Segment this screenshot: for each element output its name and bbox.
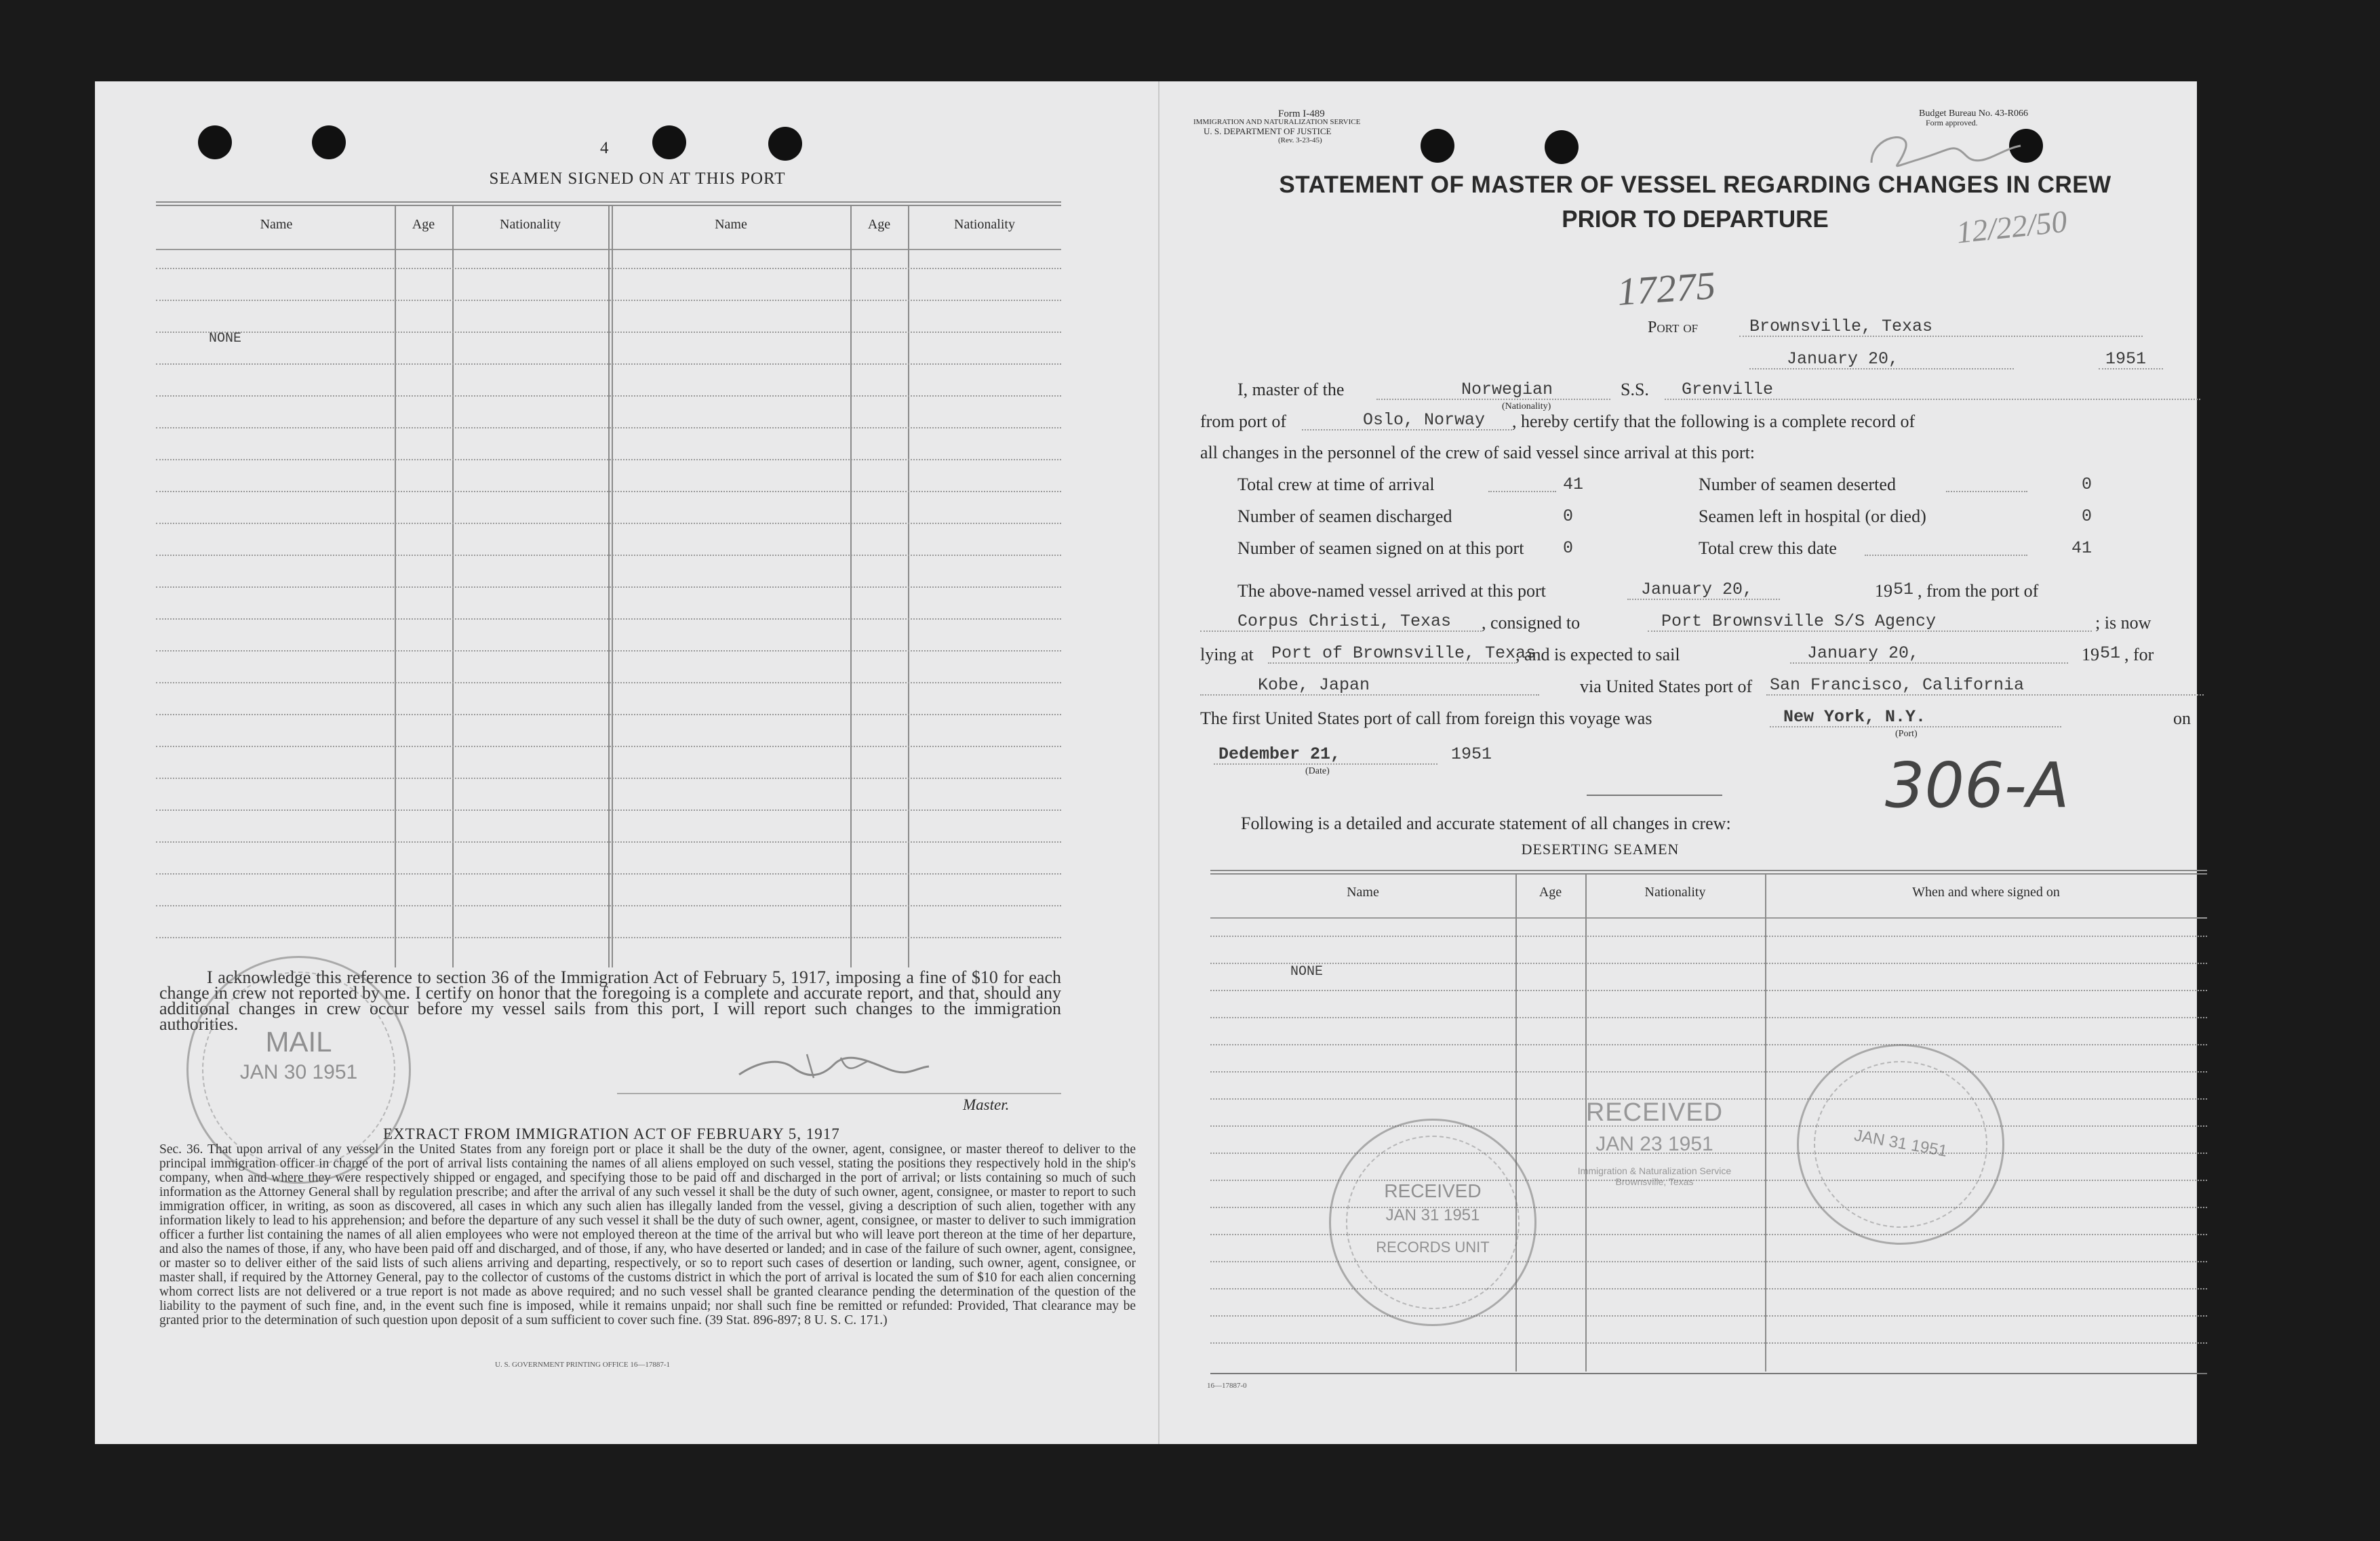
mail-stamp [186, 956, 411, 1184]
table-row-rule [156, 363, 1061, 365]
consigned-label: , consigned to [1482, 613, 1581, 633]
col-header-name: Name [260, 217, 293, 232]
table-row-rule [1210, 1342, 2207, 1344]
deserted-label: Number of seamen deserted [1699, 475, 1896, 494]
for-label: , for [2124, 645, 2154, 664]
table-row-rule [156, 459, 1061, 460]
total-crew-date: 41 [2071, 538, 2093, 558]
arrived-label: The above-named vessel arrived at this port [1237, 581, 1546, 601]
discharged-value: 0 [1563, 506, 1574, 526]
form-title-line-1: STATEMENT OF MASTER OF VESSEL REGARDING CHANGES IN CREW [1279, 172, 2111, 198]
extract-text: Sec. 36. That upon arrival of any vessel in the United States from any foreign port or place it shall be the duty of the owner, agent, consignee, or master thereof to deliver to the principal immigration officer in charge of the port of arrival lists containing the names of all aliens employed on such vessel, stating the positions they respectively hold in the ship's company, when and where they were respectively shipped or engaged, and specifying those to be paid off and discharged in the port of arrival; or lists containing so much of such information as the Attorney General shall by regulation prescribe; and after the arrival of any such vessel it shall be the duty of such owner, agent, consignee, or master to report to such immigration officer, in writing, as soon as discovered, all cases in which any such alien has illegally landed from the vessel, giving a description of such alien, together with any information likely to lead to his apprehension; and before the departure of any such vessel it shall be the duty of such owner, agent, consignee, or master to deliver to such immigration officer a further list containing the names of all alien employees who were not employed thereon at the time of the arrival but who will leave port thereon at the time of her departure, and also the names of those, if any, who have been paid off and discharged, and of those, if any, who have deserted or landed; and in case of the failure of such owner, agent, consignee, or master so to deliver either of the said lists of such aliens arriving and departing, respectively, or so to report such cases of desertion or landing, such owner, agent, consignee, or master shall, if required by the Attorney General, pay to the collector of customs of the customs district in which the port of arrival is located the sum of $10 for each alien concerning whom correct lists are not delivered or a true report is not made as above required; and no such vessel shall be granted clearance pending the determination of the question of the liability to the payment of such fine, and, in the event such fine is imposed, while it remains unpaid; nor shall such fine be remitted or refunded: Provided, That clearance may be granted prior to the determination of such question upon deposit of a sum sufficient to cover such fine. (39 Stat. 896-897; 8 U. S. C. 171.) [159, 1142, 1136, 1327]
first-date: Dedember 21, [1218, 744, 1341, 764]
table-row-rule [156, 268, 1061, 269]
from-port-value: Oslo, Norway [1363, 410, 1486, 430]
table-row-rule [156, 332, 1061, 333]
agency-line-2: U. S. DEPARTMENT OF JUSTICE [1204, 126, 1332, 136]
hospital-label: Seamen left in hospital (or died) [1699, 506, 1926, 526]
first-port-label: The first United States port of call from foreign this voyage was [1200, 708, 1652, 728]
left-entry-none: NONE [209, 331, 242, 346]
extract-title: EXTRACT FROM IMMIGRATION ACT OF FEBRUARY 5, 1917 [383, 1125, 840, 1142]
stamp-word: RECEIVED [1585, 1098, 1724, 1127]
stamp-line-1: Immigration & Naturalization Service [1577, 1165, 1732, 1176]
table-row-rule [156, 427, 1061, 428]
document-sheet [95, 81, 2197, 1444]
table-row-rule [156, 809, 1061, 811]
vessel-value: Grenville [1682, 380, 1774, 399]
handwritten-signature-top [1858, 129, 2027, 180]
is-now-label: ; is now [2095, 613, 2151, 633]
table-row-rule [156, 746, 1061, 747]
sail-year-prefix: 19 [2082, 645, 2099, 664]
table-row-rule [156, 300, 1061, 301]
printer-line: U. S. GOVERNMENT PRINTING OFFICE 16—17887-1 [495, 1361, 671, 1369]
col-header-nationality: Nationality [954, 217, 1015, 232]
acknowledgment-text: I acknowledge this reference to section 36 of the Immigration Act of February 5, 1917, imposing a fine of $10 for each change in crew not reported by me. I certify on honor that the foregoing is a complete and accurate report, and that, should any additional changes in crew occur before my vessel sails from this port, I will report such changes to the immigration authorities. [159, 967, 1061, 1034]
table-row-rule [156, 682, 1061, 683]
date-caption: (Date) [1305, 766, 1330, 776]
table-row-rule [156, 905, 1061, 906]
nationality-caption: (Nationality) [1502, 401, 1551, 412]
handwritten-number: 17275 [1615, 263, 1718, 314]
handwritten-date: 12/22/50 [1954, 203, 2069, 250]
table-row-rule [156, 937, 1061, 938]
nationality-value: Norwegian [1461, 380, 1553, 399]
prev-port: Corpus Christi, Texas [1237, 612, 1452, 631]
col-header-age: Age [412, 217, 435, 232]
hospital-value: 0 [2082, 506, 2093, 526]
from-the-port-label: , from the port of [1918, 581, 2039, 601]
table-row-rule [156, 586, 1061, 588]
file-number: 306-A [1885, 749, 2069, 822]
table-row-rule [1210, 1071, 2207, 1073]
following-text: Following is a detailed and accurate statement of all changes in crew: [1241, 814, 1731, 833]
expected-label: , and is expected to sail [1515, 645, 1680, 664]
stamp-unit: RECORDS UNIT [1376, 1239, 1490, 1256]
table-row-rule [1210, 1044, 2207, 1045]
deserting-title: DESERTING SEAMEN [1521, 841, 1680, 858]
punch-hole [652, 125, 686, 159]
year-value: 1951 [2105, 349, 2147, 369]
master-of-label: I, master of the [1237, 380, 1345, 399]
approval-line: Form approved. [1926, 118, 1978, 127]
table-row-rule [156, 523, 1061, 524]
lying-label: lying at [1200, 645, 1254, 664]
first-year: 1951 [1451, 744, 1492, 764]
ss-label: S.S. [1621, 380, 1649, 399]
table-row-rule [156, 618, 1061, 620]
port-value: Brownsville, Texas [1749, 317, 1933, 336]
table-row-rule [156, 395, 1061, 397]
sail-year: 51 [2100, 643, 2121, 663]
consignee: Port Brownsville S/S Agency [1661, 612, 1937, 631]
punch-hole [1545, 130, 1579, 164]
received-records-stamp [1329, 1119, 1536, 1326]
table-row-rule [156, 491, 1061, 492]
arrived-year: 51 [1893, 580, 1914, 599]
col-header-age: Age [867, 217, 891, 232]
table-row-rule [156, 873, 1061, 875]
table-row-rule [156, 778, 1061, 779]
right-col-age: Age [1539, 885, 1562, 900]
date-value: January 20, [1787, 349, 1899, 369]
table-row-rule [156, 650, 1061, 652]
stamp-date: JAN 31 1951 [1385, 1206, 1480, 1224]
left-section-title: SEAMEN SIGNED ON AT THIS PORT [489, 169, 786, 188]
deserted-value: 0 [2082, 475, 2093, 494]
table-row-rule [156, 714, 1061, 715]
all-changes-text: all changes in the personnel of the crew of said vessel since arrival at this port: [1200, 443, 1756, 462]
total-crew-arrival: 41 [1563, 475, 1584, 494]
page-number: 4 [600, 139, 609, 157]
sail-date: January 20, [1807, 643, 1920, 663]
stamp-date: JAN 23 1951 [1595, 1133, 1713, 1155]
via-port: San Francisco, California [1770, 675, 2025, 695]
stamp-word: MAIL [265, 1026, 332, 1058]
stamp-word: RECEIVED [1384, 1180, 1482, 1201]
from-port-label: from port of [1200, 412, 1287, 431]
punch-hole [768, 127, 802, 161]
footer-code: 16—17887-0 [1207, 1382, 1247, 1390]
table-row-rule [1210, 1017, 2207, 1018]
via-label: via United States port of [1580, 677, 1753, 696]
arrived-year-prefix: 19 [1875, 581, 1892, 601]
total-crew-arrival-label: Total crew at time of arrival [1237, 475, 1435, 494]
received-rect-stamp [1553, 1098, 1756, 1187]
lying-at: Port of Brownsville, Texas [1271, 643, 1536, 663]
stamp-date: JAN 31 1951 [1852, 1126, 1949, 1161]
form-title-line-2: PRIOR TO DEPARTURE [1562, 206, 1829, 233]
table-row-rule [1210, 963, 2207, 964]
page-fold [1158, 81, 1159, 1444]
right-col-name: Name [1347, 885, 1379, 900]
stamp-date: JAN 30 1951 [239, 1061, 358, 1083]
port-caption: (Port) [1895, 729, 1918, 739]
master-label: Master. [963, 1096, 1010, 1113]
punch-hole [1421, 129, 1454, 163]
right-col-nationality: Nationality [1644, 885, 1706, 900]
destination: Kobe, Japan [1258, 675, 1370, 695]
total-crew-date-label: Total crew this date [1699, 538, 1837, 558]
table-row-rule [1210, 1315, 2207, 1317]
on-label: on [2173, 708, 2191, 728]
signed-on-label: Number of seamen signed on at this port [1237, 538, 1524, 558]
agency-line-1: IMMIGRATION AND NATURALIZATION SERVICE [1193, 118, 1361, 126]
discharged-label: Number of seamen discharged [1237, 506, 1452, 526]
certify-text: , hereby certify that the following is a complete record of [1512, 412, 1916, 431]
first-port: New York, N.Y. [1783, 707, 1926, 727]
right-entry-none: NONE [1290, 964, 1324, 980]
stamp-line-2: Brownsville, Texas [1615, 1176, 1694, 1187]
agency-line-3: (Rev. 3-23-45) [1278, 136, 1322, 144]
arrived-date: January 20, [1641, 580, 1753, 599]
table-row-rule [156, 841, 1061, 843]
col-header-nationality: Nationality [500, 217, 561, 232]
right-col-when-where: When and where signed on [1912, 885, 2060, 900]
col-header-name: Name [715, 217, 747, 232]
table-row-rule [1210, 936, 2207, 937]
table-row-rule [156, 555, 1061, 556]
round-date-stamp [1797, 1044, 2004, 1245]
form-number: Form I-489 [1278, 108, 1325, 119]
punch-hole [312, 125, 346, 159]
port-label: Port of [1648, 319, 1699, 336]
master-signature [732, 1047, 936, 1092]
punch-hole [198, 125, 232, 159]
signed-on-value: 0 [1563, 538, 1574, 558]
table-row-rule [1210, 990, 2207, 991]
budget-line: Budget Bureau No. 43-R066 [1919, 108, 2028, 119]
